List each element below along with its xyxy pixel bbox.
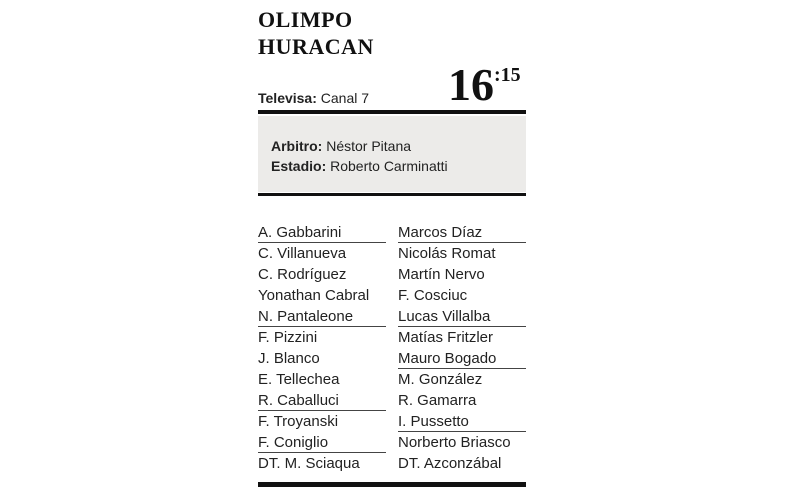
away-player: Matías Fritzler [398, 329, 494, 346]
away-player: Nicolás Romat [398, 245, 496, 262]
top-divider [258, 110, 526, 114]
away-lineup [398, 222, 526, 474]
referee-label: Arbitro: [271, 138, 323, 154]
away-coach: DT. Azconzábal [398, 455, 502, 472]
teams-header [258, 6, 374, 60]
away-player: I. Pussetto [398, 411, 526, 432]
home-player: J. Blanco [258, 350, 320, 367]
home-coach: DT. M. Sciaqua [258, 455, 360, 472]
away-player: Mauro Bogado [398, 348, 526, 369]
info-divider [258, 193, 526, 196]
referee-line [271, 136, 526, 156]
stadium-label: Estadio: [271, 158, 327, 174]
stadium-name: Roberto Carminatti [330, 158, 448, 174]
home-player: N. Pantaleone [258, 306, 386, 327]
away-player: Martín Nervo [398, 266, 485, 283]
kickoff-time [448, 59, 521, 110]
tv-channel: Canal 7 [320, 90, 370, 106]
tv-broadcast [258, 90, 369, 106]
home-player: Yonathan Cabral [258, 287, 370, 304]
home-team-name: OLIMPO [258, 7, 353, 32]
home-lineup [258, 222, 386, 474]
home-player: A. Gabbarini [258, 222, 386, 243]
away-player: Marcos Díaz [398, 222, 526, 243]
bottom-divider [258, 482, 526, 487]
referee-name: Néstor Pitana [326, 138, 412, 154]
away-player: Lucas Villalba [398, 306, 526, 327]
home-player: F. Pizzini [258, 329, 318, 346]
away-player: M. González [398, 371, 483, 388]
home-player: E. Tellechea [258, 371, 340, 388]
home-player: C. Rodríguez [258, 266, 347, 283]
tv-label: Televisa: [258, 90, 317, 106]
home-player: F. Coniglio [258, 432, 386, 453]
home-player: C. Villanueva [258, 245, 347, 262]
kickoff-minutes: :15 [494, 64, 521, 86]
away-player: R. Gamarra [398, 392, 477, 409]
home-player: R. Caballuci [258, 390, 386, 411]
match-info-box [258, 116, 526, 192]
stadium-line [271, 156, 526, 176]
away-player: Norberto Briasco [398, 434, 511, 451]
home-player: F. Troyanski [258, 413, 339, 430]
away-player: F. Cosciuc [398, 287, 468, 304]
kickoff-hour: 16 [448, 59, 494, 110]
away-team-name: HURACAN [258, 34, 374, 59]
